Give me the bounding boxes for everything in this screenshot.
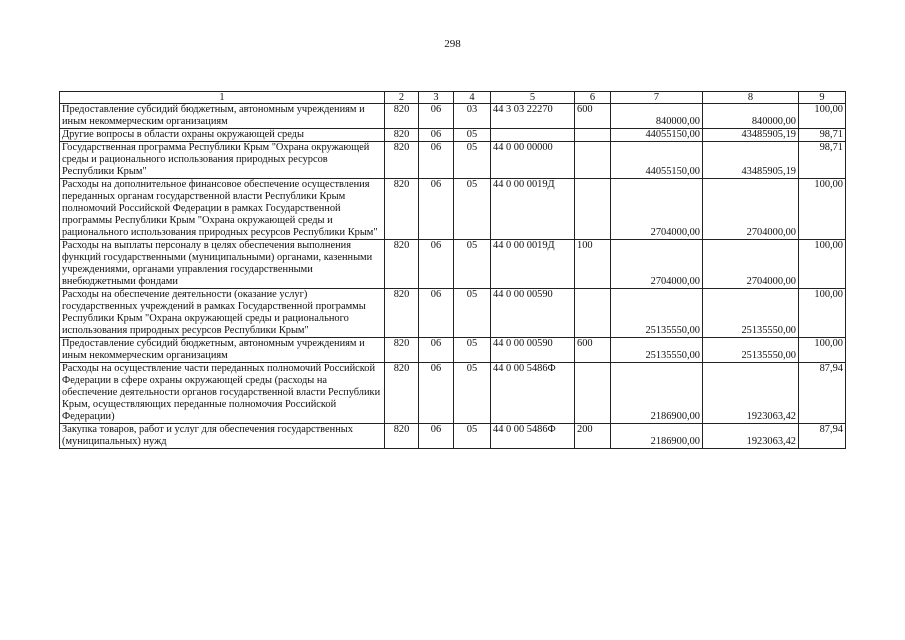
cell-section: 06 — [419, 289, 454, 338]
cell-planned: 2186900,00 — [611, 363, 703, 424]
cell-percent: 100,00 — [799, 240, 846, 289]
cell-percent: 100,00 — [799, 179, 846, 240]
table-row — [60, 424, 846, 449]
cell-section: 06 — [419, 363, 454, 424]
cell-planned: 25135550,00 — [611, 338, 703, 363]
cell-target-article: 44 0 00 5486Ф — [491, 363, 575, 424]
table-row — [60, 179, 846, 240]
cell-expense-type: 200 — [575, 424, 611, 449]
cell-planned: 25135550,00 — [611, 289, 703, 338]
cell-section: 06 — [419, 240, 454, 289]
table-row — [60, 338, 846, 363]
cell-executed: 2704000,00 — [703, 240, 799, 289]
table-row — [60, 104, 846, 129]
cell-expense-type — [575, 129, 611, 142]
cell-expense-type: 600 — [575, 338, 611, 363]
cell-executed: 2704000,00 — [703, 179, 799, 240]
cell-ministry-code: 820 — [385, 289, 419, 338]
cell-expense-type: 100 — [575, 240, 611, 289]
cell-executed: 25135550,00 — [703, 289, 799, 338]
column-header: 5 — [491, 92, 575, 104]
cell-executed: 43485905,19 — [703, 129, 799, 142]
cell-ministry-code: 820 — [385, 240, 419, 289]
table-row — [60, 129, 846, 142]
cell-percent: 98,71 — [799, 129, 846, 142]
cell-executed: 1923063,42 — [703, 363, 799, 424]
cell-target-article: 44 0 00 0019Д — [491, 240, 575, 289]
column-header: 7 — [611, 92, 703, 104]
cell-ministry-code: 820 — [385, 142, 419, 179]
column-header: 8 — [703, 92, 799, 104]
row-name: Другие вопросы в области охраны окружающей среды — [60, 129, 385, 142]
cell-section: 06 — [419, 129, 454, 142]
cell-executed: 43485905,19 — [703, 142, 799, 179]
cell-planned: 840000,00 — [611, 104, 703, 129]
row-name: Расходы на обеспечение деятельности (оказание услуг) государственных учреждений в рамках Государственной программы Республики Крым "Охрана окружающей среды и рационального использования природных ресурсов Республики Крым" — [60, 289, 385, 338]
row-name: Предоставление субсидий бюджетным, автономным учреждениям и иным некоммерческим организациям — [60, 338, 385, 363]
column-header: 9 — [799, 92, 846, 104]
cell-ministry-code: 820 — [385, 104, 419, 129]
cell-expense-type: 600 — [575, 104, 611, 129]
cell-subsection: 03 — [454, 104, 491, 129]
cell-subsection: 05 — [454, 289, 491, 338]
budget-table — [59, 91, 846, 449]
cell-ministry-code: 820 — [385, 129, 419, 142]
cell-subsection: 05 — [454, 142, 491, 179]
column-header: 1 — [60, 92, 385, 104]
cell-planned: 2704000,00 — [611, 240, 703, 289]
column-header: 4 — [454, 92, 491, 104]
cell-expense-type — [575, 363, 611, 424]
header-row — [60, 92, 846, 104]
table-row — [60, 289, 846, 338]
cell-percent: 100,00 — [799, 104, 846, 129]
row-name: Предоставление субсидий бюджетным, автономным учреждениям и иным некоммерческим организациям — [60, 104, 385, 129]
cell-planned: 2704000,00 — [611, 179, 703, 240]
cell-expense-type — [575, 142, 611, 179]
cell-subsection: 05 — [454, 240, 491, 289]
column-header: 6 — [575, 92, 611, 104]
cell-subsection: 05 — [454, 129, 491, 142]
cell-target-article — [491, 129, 575, 142]
cell-ministry-code: 820 — [385, 179, 419, 240]
cell-target-article: 44 3 03 22270 — [491, 104, 575, 129]
cell-ministry-code: 820 — [385, 363, 419, 424]
cell-target-article: 44 0 00 00590 — [491, 338, 575, 363]
cell-percent: 100,00 — [799, 338, 846, 363]
cell-executed: 25135550,00 — [703, 338, 799, 363]
cell-section: 06 — [419, 338, 454, 363]
row-name: Расходы на осуществление части переданных полномочий Российской Федерации в сфере охраны окружающей среды (расходы на обеспечение деятельности органов государственной власти Республики Крым, осуществляющих переданные полномочия Российской Федерации) — [60, 363, 385, 424]
cell-expense-type — [575, 179, 611, 240]
table-row — [60, 363, 846, 424]
cell-subsection: 05 — [454, 179, 491, 240]
cell-percent: 100,00 — [799, 289, 846, 338]
column-header: 2 — [385, 92, 419, 104]
table-row — [60, 240, 846, 289]
cell-section: 06 — [419, 142, 454, 179]
cell-planned: 44055150,00 — [611, 142, 703, 179]
cell-expense-type — [575, 289, 611, 338]
cell-planned: 2186900,00 — [611, 424, 703, 449]
row-name: Государственная программа Республики Крым "Охрана окружающей среды и рационального использования природных ресурсов Республики Крым" — [60, 142, 385, 179]
cell-executed: 840000,00 — [703, 104, 799, 129]
cell-section: 06 — [419, 179, 454, 240]
page-number: 298 — [444, 38, 461, 50]
cell-target-article: 44 0 00 00000 — [491, 142, 575, 179]
row-name: Расходы на выплаты персоналу в целях обеспечения выполнения функций государственными (муниципальными) органами, казенными учреждениями, органами управления государственными внебюджетными фондами — [60, 240, 385, 289]
cell-planned: 44055150,00 — [611, 129, 703, 142]
cell-target-article: 44 0 00 5486Ф — [491, 424, 575, 449]
cell-ministry-code: 820 — [385, 424, 419, 449]
cell-subsection: 05 — [454, 363, 491, 424]
cell-subsection: 05 — [454, 338, 491, 363]
cell-percent: 98,71 — [799, 142, 846, 179]
table-row — [60, 142, 846, 179]
cell-ministry-code: 820 — [385, 338, 419, 363]
cell-target-article: 44 0 00 0019Д — [491, 179, 575, 240]
cell-subsection: 05 — [454, 424, 491, 449]
cell-percent: 87,94 — [799, 363, 846, 424]
cell-target-article: 44 0 00 00590 — [491, 289, 575, 338]
cell-percent: 87,94 — [799, 424, 846, 449]
row-name: Закупка товаров, работ и услуг для обеспечения государственных (муниципальных) нужд — [60, 424, 385, 449]
cell-section: 06 — [419, 424, 454, 449]
row-name: Расходы на дополнительное финансовое обеспечение осуществления переданных органам государственной власти Республики Крым полномочий Российской Федерации в рамках Государственной программы Республики Крым "Охрана окружающей среды и рационального использования природных ресурсов Республики Крым" — [60, 179, 385, 240]
column-header: 3 — [419, 92, 454, 104]
cell-section: 06 — [419, 104, 454, 129]
cell-executed: 1923063,42 — [703, 424, 799, 449]
